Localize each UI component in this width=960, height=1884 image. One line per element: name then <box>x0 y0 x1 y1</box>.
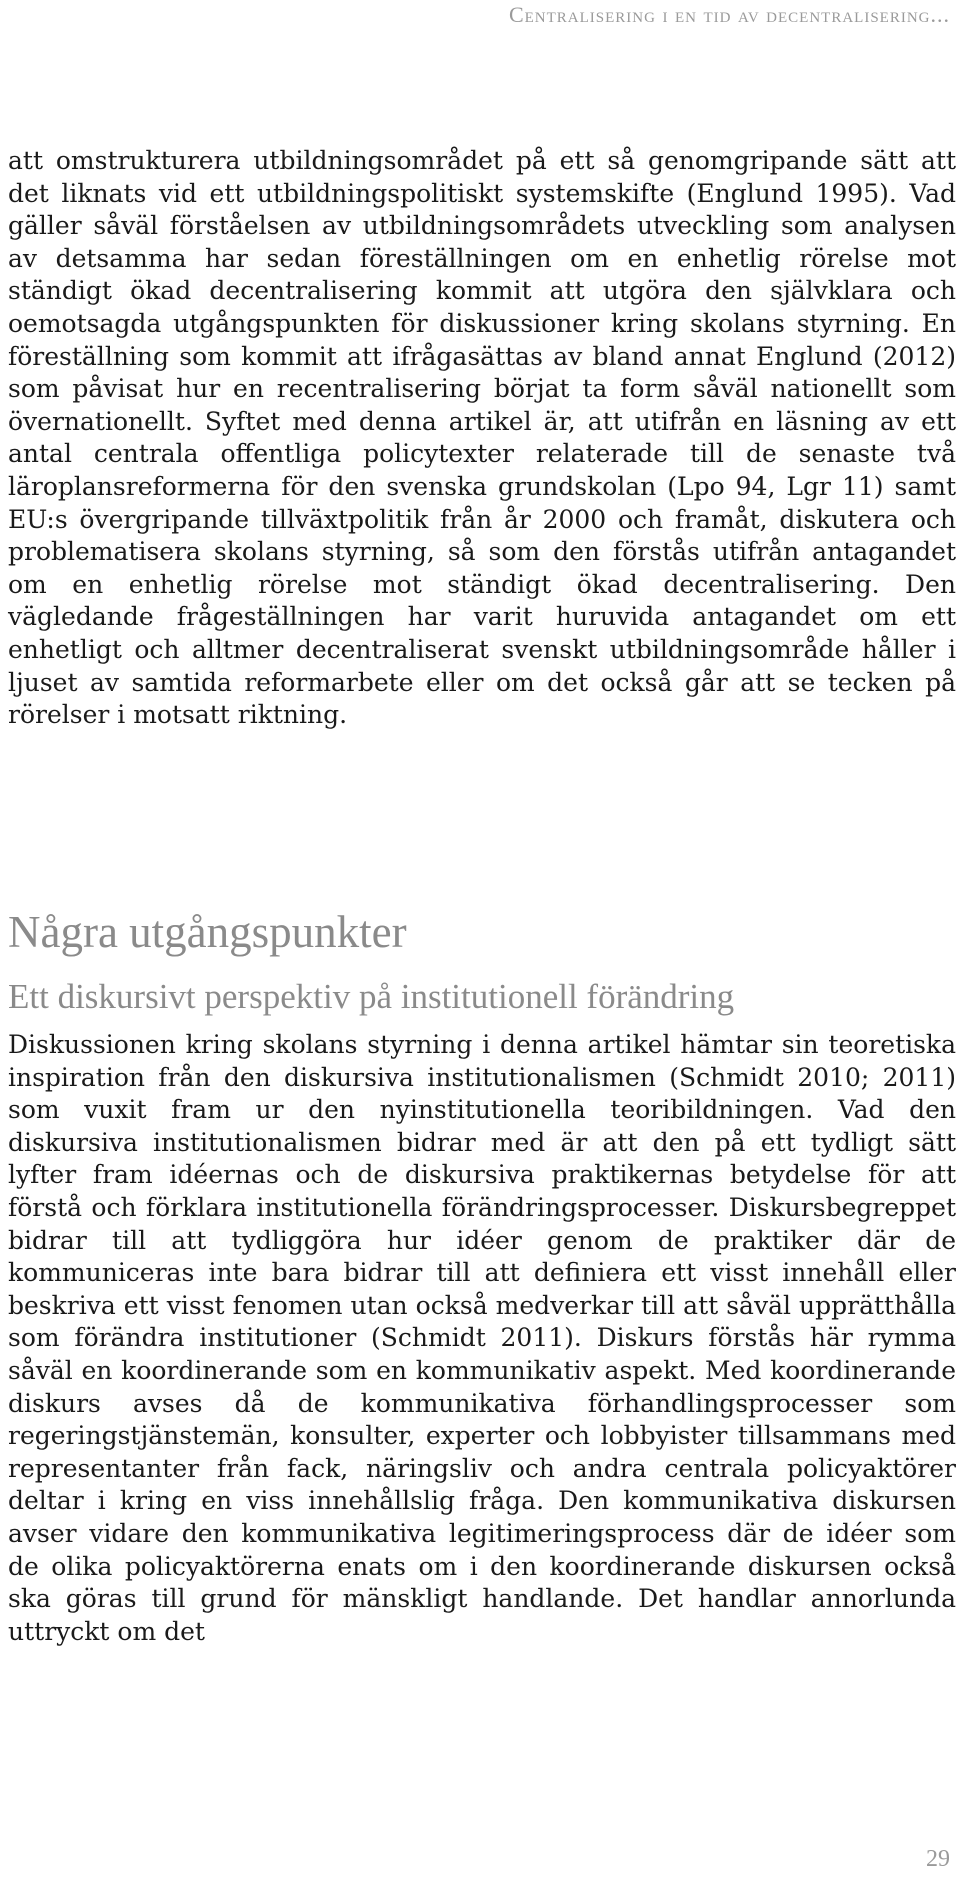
section-heading: Några utgångspunkter <box>8 907 407 957</box>
intro-paragraph: att omstrukturera utbildningsområdet på ett så genomgripande sätt att det liknats vid ett utbildningspolitiskt systemskifte (Englund 1995). Vad gäller såväl förståelsen av utbildningsområdets utveckling som analysen av detsamma har sedan föreställningen om en enhetlig rörelse mot ständigt ökad decentralisering kommit att utgöra den självklara och oemotsagda utgångspunkten för diskussioner kring skolans styrning. En föreställning som kommit att ifrågasättas av bland annat Englund (2012) som påvisat hur en recentralisering börjat ta form såväl nationellt som övernationellt. Syftet med denna artikel är, att utifrån en läsning av ett antal centrala offentliga policytexter relaterade till de senaste två läroplansreformerna för den svenska grundskolan (Lpo 94, Lgr 11) samt EU:s övergripande tillväxtpolitik från år 2000 och framåt, diskutera och problematisera skolans styrning, så som den förstås utifrån antagandet om en enhetlig rörelse mot ständigt ökad decentralisering. Den vägledande frågeställningen har varit huruvida antagandet om ett enhetligt och alltmer decentraliserat svenskt utbildningsområde håller i ljuset av samtida reformarbete eller om det också går att se tecken på rörelser i motsatt riktning. <box>8 146 956 730</box>
running-header: Centralisering i en tid av decentralisering... <box>508 2 950 27</box>
section-paragraph: Diskussionen kring skolans styrning i denna artikel hämtar sin teoretiska inspiration från den diskursiva institutionalismen (Schmidt 2010; 2011) som vuxit fram ur den nyinstitutionella teoribildningen. Vad den diskursiva institutionalismen bidrar med är att den på ett tydligt sätt lyfter fram idéernas och de diskursiva praktikernas betydelse för att förstå och förklara institutionella förändringsprocesser. Diskursbegreppet bidrar till att tydliggöra hur idéer genom de praktiker där de kommuniceras inte bara bidrar till att definiera ett visst innehåll eller beskriva ett visst fenomen utan också medverkar till att såväl upprätthålla som förändra institutioner (Schmidt 2011). Diskurs förstås här rymma såväl en koordinerande som en kommunikativ aspekt. Med koordinerande diskurs avses då de kommunikativa förhandlingsprocesser som regeringstjänstemän, konsulter, experter och lobbyister tillsammans med representanter från fack, näringsliv och andra centrala policyaktörer deltar i kring en viss innehållslig fråga. Den kommunikativa diskursen avser vidare den kommunikativa legitimeringsprocess där de idéer som de olika policyaktörerna enats om i den koordinerande diskursen också ska göras till grund för mänskligt handlande. Det handlar annorlunda uttryckt om det <box>8 1030 956 1646</box>
page-number: 29 <box>926 1846 950 1872</box>
section-subheading: Ett diskursivt perspektiv på institutionell förändring <box>8 977 735 1016</box>
